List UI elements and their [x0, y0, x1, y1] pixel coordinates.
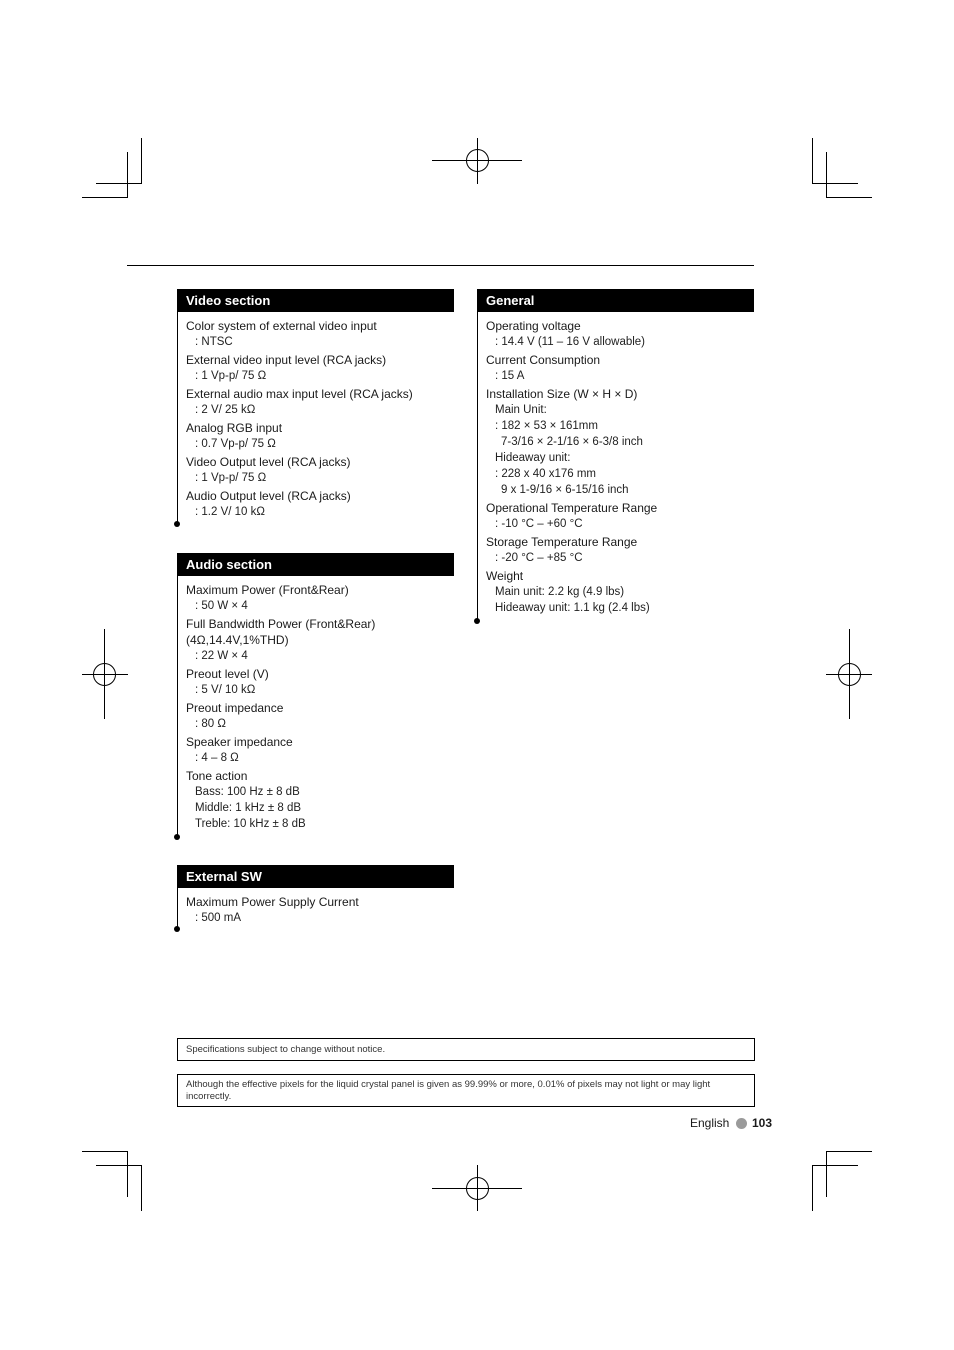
spec-label: Operating voltage [486, 319, 581, 333]
spec-value: : 4 – 8 Ω [195, 752, 239, 764]
spec-item [186, 454, 454, 486]
spec-label: Video Output level (RCA jacks) [186, 455, 351, 469]
spec-item [186, 894, 454, 926]
spec-value-middle: Middle: 1 kHz ± 8 dB [195, 802, 302, 814]
audio-section-bullet [174, 834, 180, 840]
language-label: English [690, 1116, 730, 1130]
spec-item [486, 318, 754, 350]
spec-value-bass: Bass: 100 Hz ± 8 dB [195, 786, 300, 798]
spec-item [186, 488, 454, 520]
spec-label-conditions: (4Ω,14.4V,1%THD) [186, 633, 289, 647]
spec-value: : 182 × 53 × 161mm [495, 420, 598, 432]
crop-mark [82, 1151, 128, 1152]
spec-value: Main unit: 2.2 kg (4.9 lbs) [495, 586, 625, 598]
spec-label: Installation Size (W × H × D) [486, 387, 638, 401]
spec-item [486, 386, 754, 498]
spec-label: Maximum Power Supply Current [186, 895, 359, 909]
spec-label: Current Consumption [486, 353, 601, 367]
audio-section-rule [177, 576, 178, 837]
change-notice: Specifications subject to change without notice. [177, 1038, 755, 1061]
spec-item [186, 318, 454, 350]
spec-item [186, 734, 454, 766]
audio-section-header: Audio section [177, 553, 454, 576]
crop-mark [82, 197, 128, 198]
spec-value: Hideaway unit: 1.1 kg (2.4 lbs) [495, 602, 650, 614]
spec-value: : -10 °C – +60 °C [495, 518, 583, 530]
spec-value: : NTSC [195, 336, 233, 348]
crop-mark [127, 152, 128, 198]
crop-mark [96, 1165, 142, 1166]
spec-value: : -20 °C – +85 °C [495, 552, 583, 564]
general-section-specs [486, 318, 754, 618]
spec-value: : 0.7 Vp-p/ 75 Ω [195, 438, 276, 450]
crop-mark [96, 183, 142, 184]
spec-value: : 2 V/ 25 kΩ [195, 404, 256, 416]
spec-label: Color system of external video input [186, 319, 377, 333]
video-section-specs [186, 318, 454, 522]
spec-sublabel: Main Unit: [495, 404, 547, 416]
spec-item [486, 568, 754, 616]
external-sw-bullet [174, 926, 180, 932]
crop-mark [826, 197, 872, 198]
external-sw-specs [186, 894, 454, 928]
spec-value: : 1 Vp-p/ 75 Ω [195, 370, 267, 382]
spec-label: Analog RGB input [186, 421, 283, 435]
crop-mark [826, 1151, 872, 1152]
spec-value: 9 x 1-9/16 × 6-15/16 inch [501, 484, 629, 496]
spec-value-treble: Treble: 10 kHz ± 8 dB [195, 818, 306, 830]
spec-value: : 80 Ω [195, 718, 226, 730]
spec-label: Full Bandwidth Power (Front&Rear) [186, 617, 376, 631]
external-sw-rule [177, 888, 178, 929]
spec-value: : 500 mA [195, 912, 242, 924]
spec-label: Preout level (V) [186, 667, 269, 681]
pixel-notice: Although the effective pixels for the liquid crystal panel is given as 99.99% or more, 0.01% of pixels may not light or may light incorrectly. [177, 1074, 755, 1107]
video-section-bullet [174, 521, 180, 527]
spec-value: : 1.2 V/ 10 kΩ [195, 506, 265, 518]
crop-mark [812, 1165, 858, 1166]
spec-value: 7-3/16 × 2-1/16 × 6-3/8 inch [501, 436, 643, 448]
spec-item [186, 616, 454, 664]
video-section-header: Video section [177, 289, 454, 312]
spec-label: Storage Temperature Range [486, 535, 638, 549]
spec-item [486, 500, 754, 532]
general-section-bullet [474, 618, 480, 624]
spec-item [186, 700, 454, 732]
general-section-rule [477, 312, 478, 621]
crop-mark [127, 1151, 128, 1197]
spec-label: Speaker impedance [186, 735, 293, 749]
spec-label: Operational Temperature Range [486, 501, 658, 515]
crop-mark [826, 1151, 827, 1197]
spec-item [186, 386, 454, 418]
spec-value: : 22 W × 4 [195, 650, 248, 662]
spec-label: External audio max input level (RCA jacks) [186, 387, 413, 401]
spec-item [186, 582, 454, 614]
general-section-header: General [477, 289, 754, 312]
spec-item [186, 666, 454, 698]
audio-section-specs [186, 582, 454, 834]
spec-label: Audio Output level (RCA jacks) [186, 489, 351, 503]
spec-item [186, 768, 454, 832]
page-number: 103 [752, 1116, 773, 1130]
crop-mark [812, 138, 813, 184]
spec-item [186, 352, 454, 384]
spec-value: : 5 V/ 10 kΩ [195, 684, 256, 696]
spec-item [186, 420, 454, 452]
spec-sublabel: Hideaway unit: [495, 452, 571, 464]
crop-mark [141, 1165, 142, 1211]
crop-mark [826, 152, 827, 198]
external-sw-header: External SW [177, 865, 454, 888]
spec-label: External video input level (RCA jacks) [186, 353, 387, 367]
spec-item [486, 352, 754, 384]
crop-mark [812, 183, 858, 184]
spec-value: : 14.4 V (11 – 16 V allowable) [495, 336, 646, 348]
spec-value: : 15 A [495, 370, 525, 382]
spec-label: Maximum Power (Front&Rear) [186, 583, 349, 597]
bullet-icon [736, 1118, 747, 1129]
header-rule [127, 265, 754, 266]
crop-mark [812, 1165, 813, 1211]
spec-label: Weight [486, 569, 524, 583]
crop-mark [141, 138, 142, 184]
spec-item [486, 534, 754, 566]
spec-value: : 228 x 40 x176 mm [495, 468, 596, 480]
spec-label: Tone action [186, 769, 248, 783]
spec-value: : 50 W × 4 [195, 600, 248, 612]
spec-value: : 1 Vp-p/ 75 Ω [195, 472, 267, 484]
spec-label: Preout impedance [186, 701, 284, 715]
video-section-rule [177, 312, 178, 524]
